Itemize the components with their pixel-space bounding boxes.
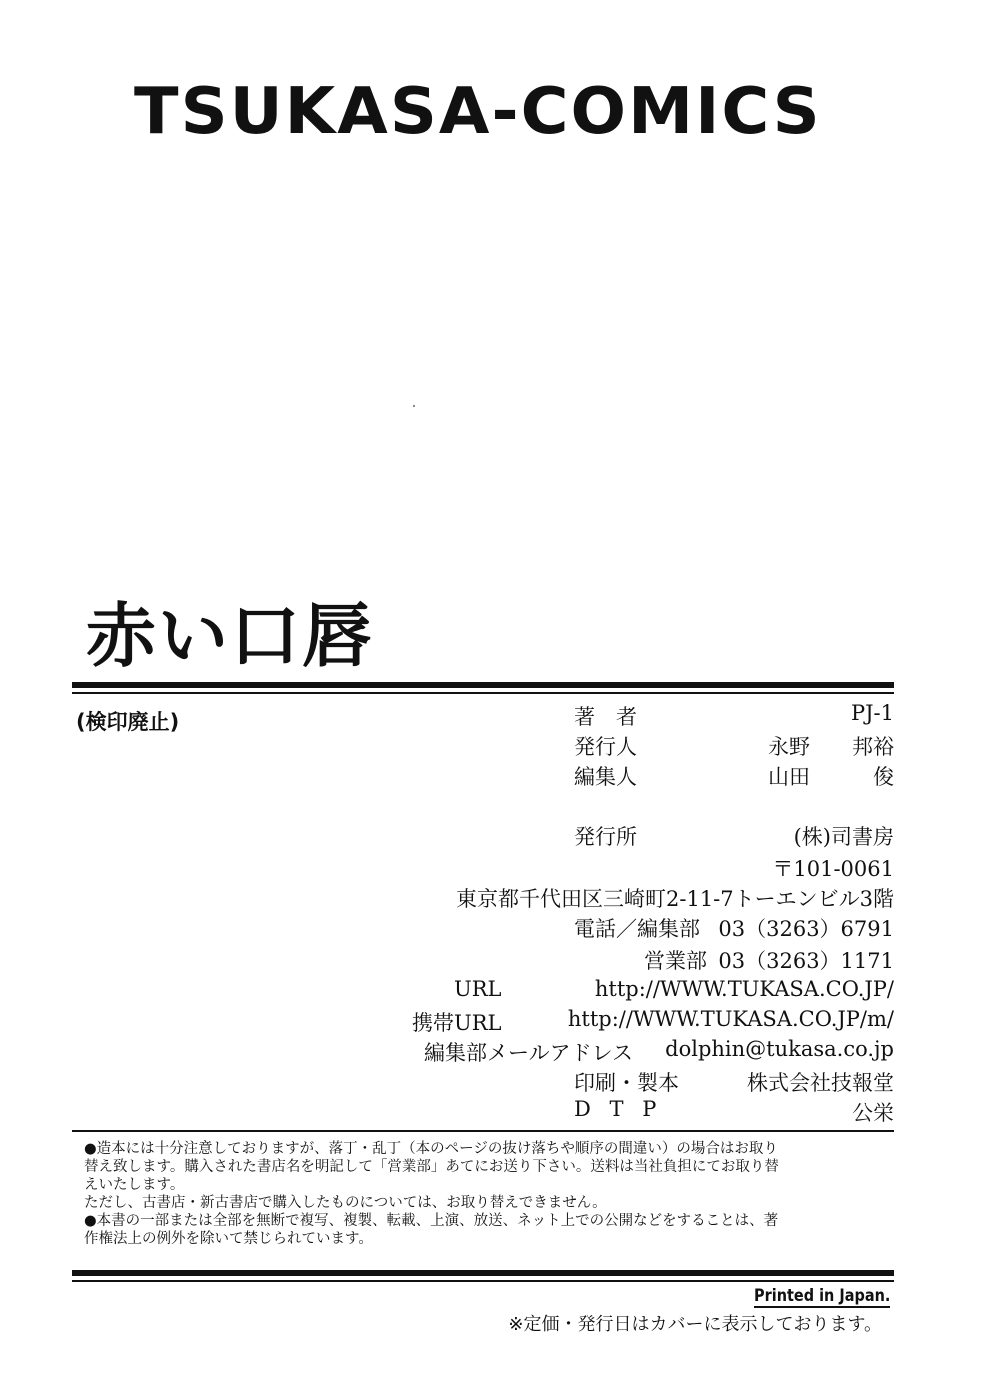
printing-label: 印刷・製本 xyxy=(574,1071,679,1095)
title-rule-thick xyxy=(72,682,894,688)
publisher-person-label: 発行人 xyxy=(574,735,637,759)
email-address[interactable]: dolphin@tukasa.co.jp xyxy=(665,1037,894,1061)
printed-underline xyxy=(754,1306,890,1308)
author-value: PJ-1 xyxy=(850,701,894,725)
publishing-house-name: (株)司書房 xyxy=(793,825,894,849)
phone-sales: 03（3263）1171 xyxy=(718,949,894,973)
speck xyxy=(413,405,415,407)
phone-editorial: 03（3263）6791 xyxy=(718,917,894,941)
editor-value: 山田 俊 xyxy=(768,765,894,789)
title-rule-thin xyxy=(72,692,894,694)
bottom-rule-thin xyxy=(72,1280,894,1282)
dtp-company: 公栄 xyxy=(852,1101,894,1125)
price-note: ※定価・発行日はカバーに表示しております。 xyxy=(508,1314,882,1335)
notice-line: ●造本には十分注意しておりますが、落丁・乱丁（本のページの抜け落ちや順序の間違い）の場合はお取り xyxy=(84,1141,778,1157)
phone-sales-label: 営業部 xyxy=(644,949,707,973)
notice-line: えいたします。 xyxy=(84,1177,185,1193)
mobile-url-label: 携帯URL xyxy=(412,1011,502,1035)
editor-label: 編集人 xyxy=(574,765,637,789)
notice-block xyxy=(84,1140,896,1248)
printing-company: 株式会社技報堂 xyxy=(747,1071,894,1095)
postal-code: 〒101-0061 xyxy=(772,857,894,881)
book-title: 赤い口唇 xyxy=(86,595,374,677)
url-label: URL xyxy=(454,977,502,1001)
notice-line: 作権法上の例外を除いて禁じられています。 xyxy=(84,1231,373,1247)
email-label: 編集部メールアドレス xyxy=(424,1041,633,1065)
notice-line: ただし、古書店・新古書店で購入したものについては、お取り替えできません。 xyxy=(84,1195,607,1211)
printed-in-japan: Printed in Japan. xyxy=(753,1286,890,1306)
website-url[interactable]: http://WWW.TUKASA.CO.JP/ xyxy=(594,977,894,1001)
phone-editorial-label: 電話／編集部 xyxy=(574,917,700,941)
mobile-url[interactable]: http://WWW.TUKASA.CO.JP/m/ xyxy=(567,1007,894,1031)
notice-top-rule xyxy=(72,1130,894,1132)
address: 東京都千代田区三崎町2-11-7トーエンビル3階 xyxy=(456,887,894,911)
notice-line: ●本書の一部または全部を無断で複写、複製、転載、上演、放送、ネット上での公開などをすることは、著 xyxy=(84,1213,779,1229)
colophon-credits xyxy=(400,697,894,1127)
brand-logo: TSUKASA-COMICS xyxy=(134,75,822,149)
dtp-label: D T P xyxy=(574,1097,663,1121)
bottom-rule-thick xyxy=(72,1270,894,1276)
stamp-abolished-note: (検印廃止) xyxy=(76,710,180,734)
notice-line: 替え致します。購入された書店名を明記して「営業部」あてにお送り下さい。送料は当社負担にてお取り替 xyxy=(84,1159,779,1175)
publishing-house-label: 発行所 xyxy=(574,825,637,849)
publisher-person-value: 永野 邦裕 xyxy=(768,735,894,759)
author-label: 著 者 xyxy=(574,705,637,729)
